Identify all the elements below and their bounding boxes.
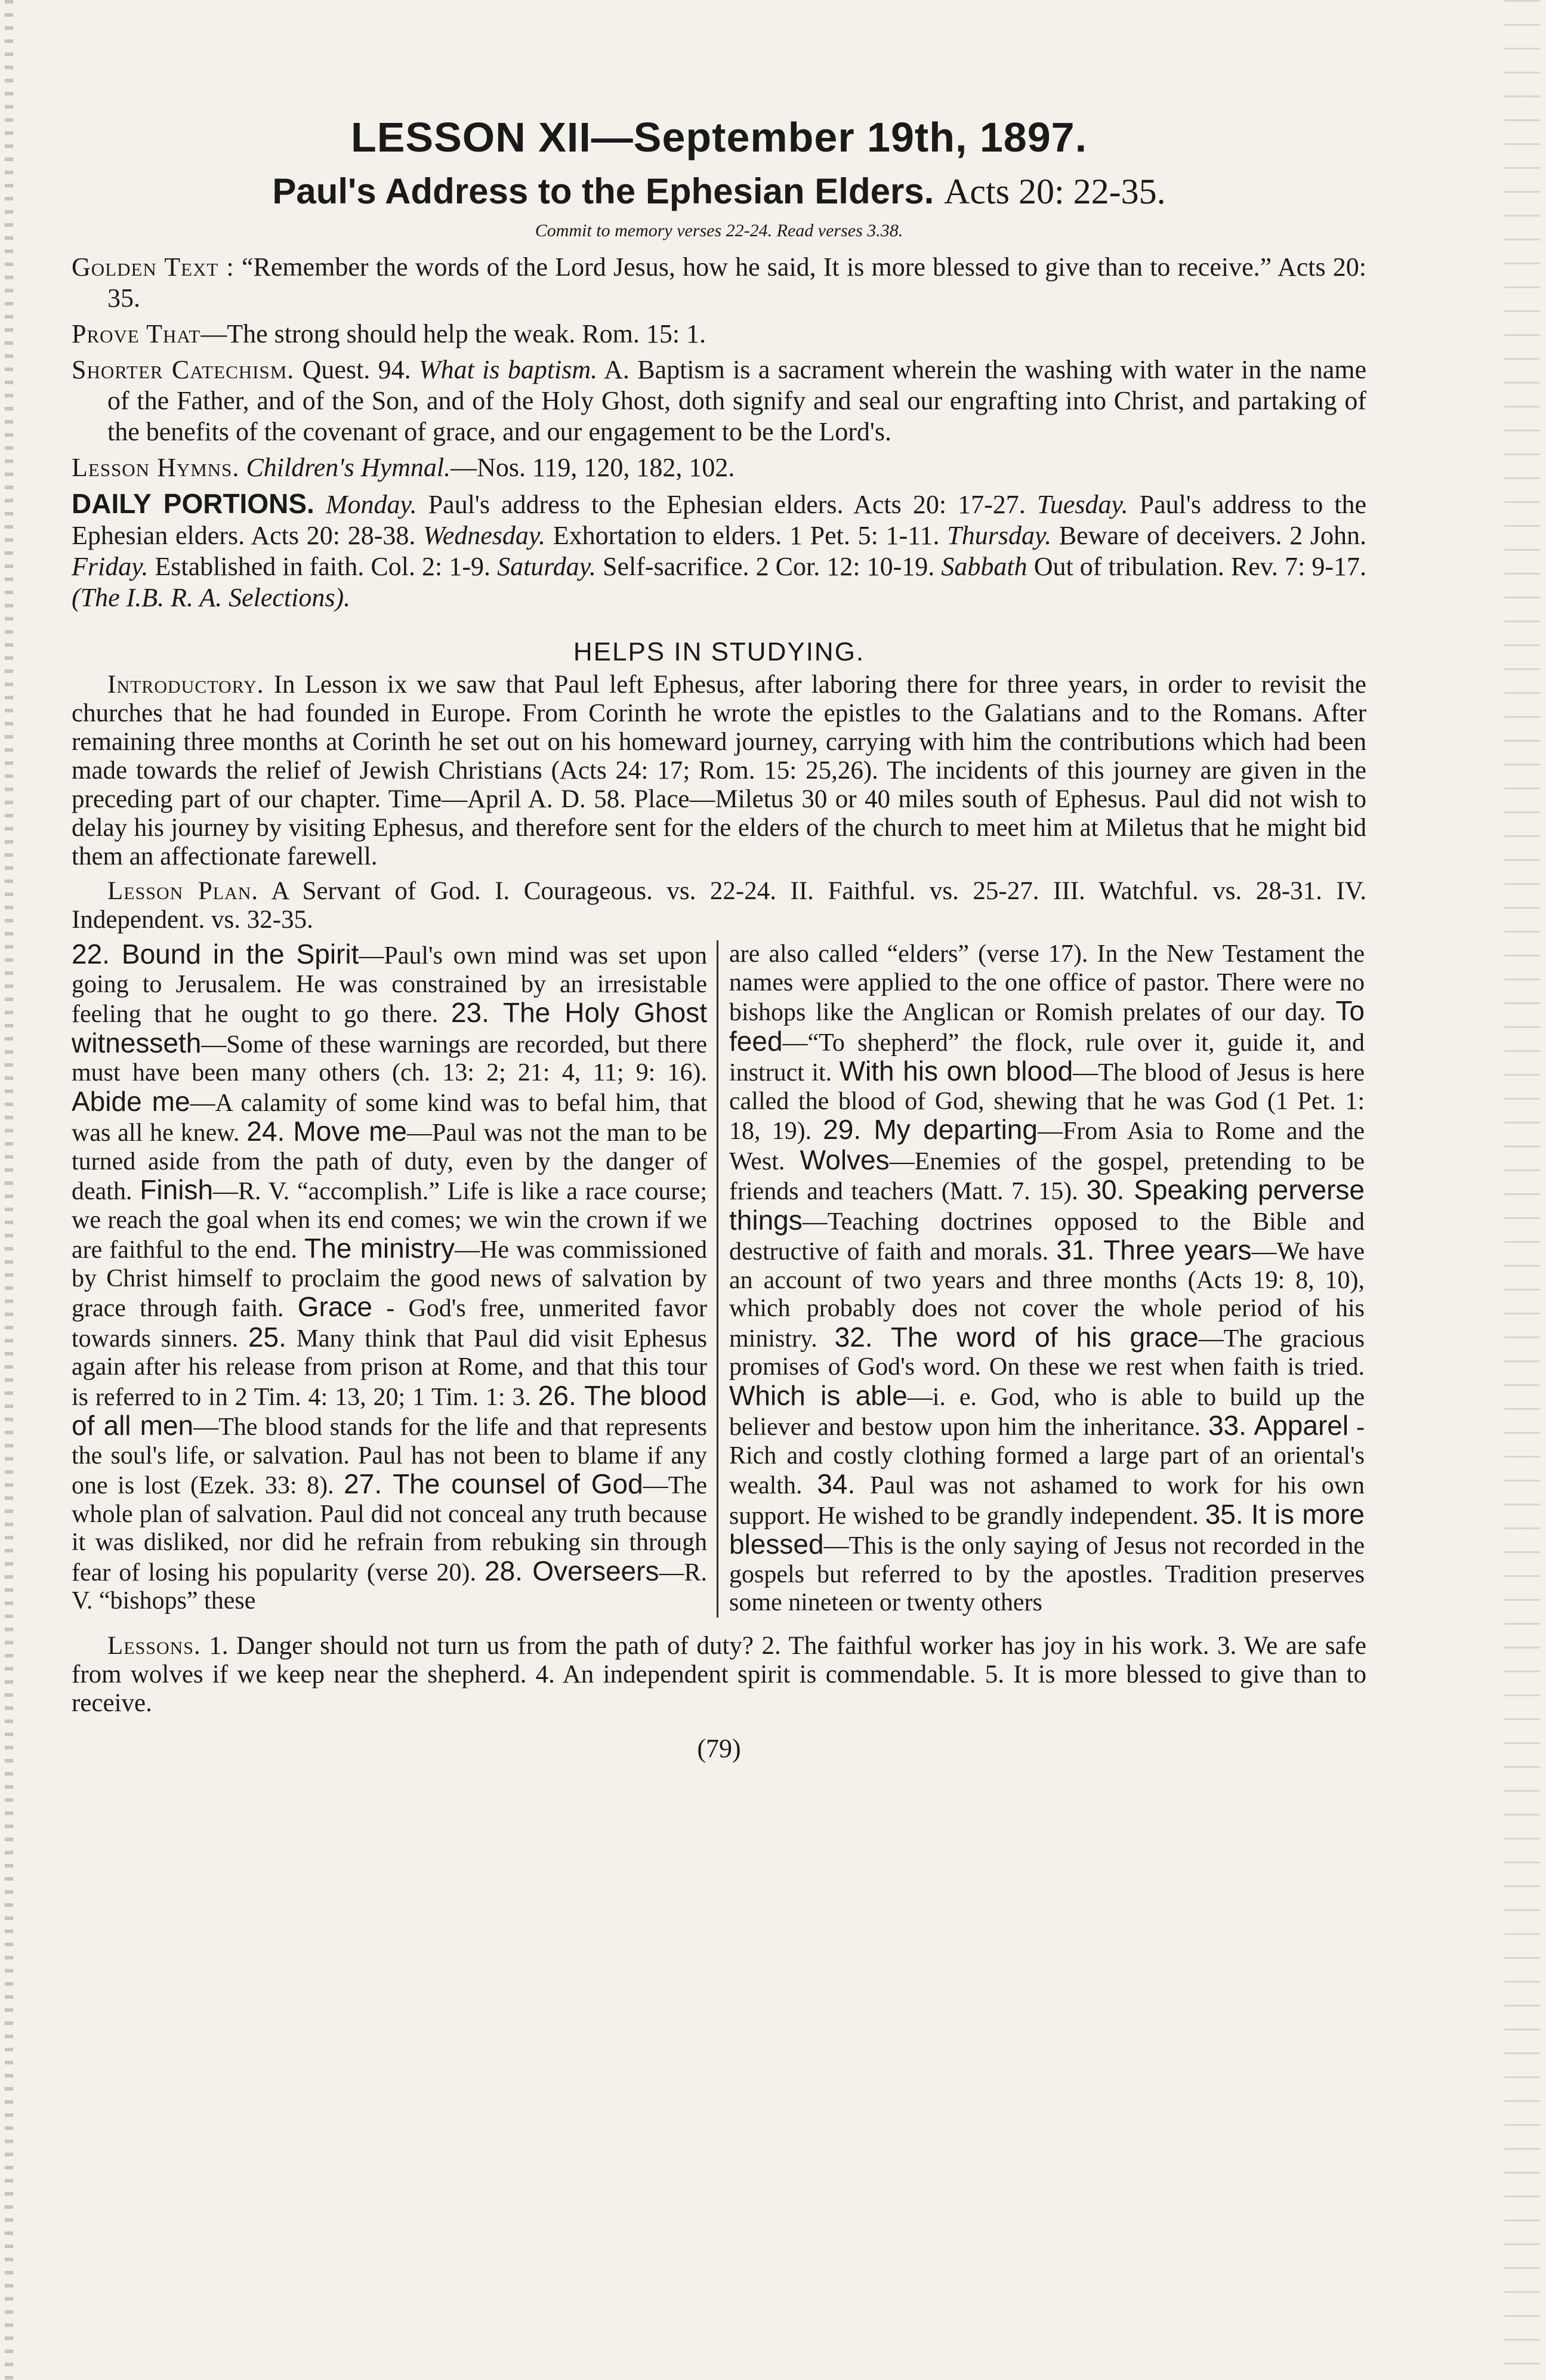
document-page: [72, 113, 1366, 2321]
note-heading: Wolves: [800, 1144, 890, 1175]
note-text: —This is the only saying of Jesus not recorded in the gospels but referred to by the apostles. Tradition preserves some nineteen or twenty others: [729, 1532, 1365, 1616]
catechism-quest: Quest. 94.: [302, 355, 411, 384]
note-text: —“To shepherd” the flock, rule over it, guide it, and instruct it.: [729, 1029, 1365, 1086]
prove-that-label: Prove That: [72, 319, 201, 348]
note-text: Many think that Paul did visit Ephesus again after his release from prison at Rome, and that this tour is referred to in 2 Tim. 4: 13, 20; 1 Tim. 1: 3.: [72, 1325, 707, 1411]
reading-wednesday: Exhortation to elders. 1 Pet. 5: 1-11.: [545, 521, 948, 550]
note-text: —The gracious promises of God's word. On these we rest when faith is tried.: [729, 1325, 1365, 1381]
reading-tuesday: Paul's address to the Ephesian elders. Acts 20: 28-38.: [72, 490, 1367, 550]
reading-friday: Established in faith. Col. 2: 1-9.: [148, 552, 498, 581]
subtitle-reference: Acts 20: 22-35.: [944, 172, 1166, 211]
lesson-plan-label: Lesson Plan.: [107, 877, 259, 905]
note-text: —R. V. “accomplish.” Life is like a race course; we reach the goal when its end comes; we win the crown if we are faithful to the end.: [72, 1178, 708, 1264]
note-heading: With his own blood: [839, 1055, 1073, 1086]
note-heading: To feed: [729, 995, 1365, 1057]
note-text: Paul was not ashamed to work for his own support. He wished to be grandly independent.: [729, 1472, 1365, 1530]
day-friday: Friday.: [72, 552, 149, 581]
note-heading: 35. It is more blessed: [729, 1498, 1365, 1560]
prove-that: [72, 319, 1366, 350]
day-monday: Monday.: [325, 490, 417, 519]
note-text: —Teaching doctrines opposed to the Bible and destructive of faith and morals.: [729, 1208, 1365, 1265]
page-edge-left: [5, 0, 13, 2380]
day-thursday: Thursday.: [947, 521, 1052, 550]
commit-line: Commit to memory verses 22-24. Read verses 3.38.: [535, 221, 903, 240]
day-saturday: Saturday.: [497, 552, 596, 581]
note-text: —R. V. “bishops” these: [72, 1558, 707, 1615]
lesson-hymns: [72, 452, 1366, 483]
lesson-plan: [72, 877, 1366, 934]
reading-thursday: Beware of deceivers. 2 John.: [1051, 521, 1366, 550]
helps-heading: HELPS IN STUDYING.: [573, 637, 865, 666]
golden-text: [72, 252, 1366, 314]
prove-that-body: —The strong should help the weak. Rom. 15: 1.: [200, 319, 706, 348]
page-number: (79): [697, 1733, 741, 1763]
note-text: —Paul's own mind was set upon going to Jerusalem. He was constrained by an irresistable feeling that he ought to go there.: [72, 942, 707, 1028]
daily-source: (The I.B. R. A. Selections).: [72, 583, 351, 612]
lesson-title: LESSON XII—September 19th, 1897.: [350, 114, 1088, 160]
note-heading: 26. The blood of all men: [72, 1379, 707, 1441]
catechism-label: Shorter Catechism.: [72, 355, 295, 384]
lesson-plan-text: A Servant of God. I. Courageous. vs. 22-24. II. Faithful. vs. 25-27. III. Watchful. vs. 28-31. IV. Independent. vs. 32-35.: [72, 877, 1366, 934]
notes-left-column: [72, 940, 718, 1617]
note-heading: 31. Three years: [1056, 1234, 1252, 1265]
note-heading: 32. The word of his grace: [834, 1321, 1199, 1353]
notes-columns: [72, 940, 1366, 1617]
note-heading: Finish: [140, 1174, 214, 1205]
subtitle-text: Paul's Address to the Ephesian Elders.: [272, 171, 934, 211]
note-heading: 29. My departing: [823, 1114, 1038, 1145]
hymns-label: Lesson Hymns.: [72, 453, 240, 482]
notes-right-column: [718, 940, 1365, 1617]
note-text: —The blood stands for the life and that represents the soul's life, or salvation. Paul has not been to blame if any one is lost (Ezek. 33: 8).: [72, 1413, 707, 1499]
note-text: —Some of these warnings are recorded, but there must have been many others (ch. 13: 2; 21: 4, 11; 9: 16).: [72, 1030, 707, 1086]
note-text: —From Asia to Rome and the West.: [729, 1118, 1365, 1175]
note-text: - Rich and costly clothing formed a large part of an oriental's wealth.: [729, 1413, 1365, 1499]
reading-sabbath: Out of tribulation. Rev. 7: 9-17.: [1027, 552, 1366, 581]
page-edge-right: [1504, 0, 1540, 2380]
catechism-answer: A. Baptism is a sacrament wherein the washing with water in the name of the Father, and of the Son, and of the Holy Ghost, doth signify and seal our engrafting into Christ, and partaking of the benefits of the covenant of grace, and our engagement to be the Lord's.: [107, 355, 1367, 446]
note-text: are also called “elders” (verse 17). In the New Testament the names were applied to the one office of pastor. There were no bishops like the Anglican or Romish prelates of our day.: [729, 940, 1365, 1026]
reading-monday: Paul's address to the Ephesian elders. Acts 20: 17-27.: [416, 490, 1037, 519]
note-text: —The blood of Jesus is here called the blood of God, shewing that he was God (1 Pet. 1: 18, 19).: [729, 1059, 1365, 1145]
note-heading: 28. Overseers: [485, 1555, 659, 1586]
note-heading: 34.: [817, 1468, 856, 1499]
lessons-paragraph: [72, 1632, 1366, 1718]
note-text: —i. e. God, who is able to build up the believer and bestow upon him the inheritance.: [729, 1383, 1365, 1441]
note-heading: 30. Speaking perverse things: [729, 1174, 1365, 1236]
note-heading: Abide me: [72, 1085, 190, 1117]
note-heading: 27. The counsel of God: [344, 1468, 643, 1499]
note-heading: 24. Move me: [246, 1116, 407, 1147]
lesson-subtitle: [72, 171, 1366, 212]
note-text: —He was commissioned by Christ himself to proclaim the good news of salvation by grace through faith.: [72, 1236, 707, 1322]
lessons-label: Lessons.: [107, 1631, 201, 1660]
introductory-paragraph: [72, 671, 1366, 871]
note-heading: 23. The Holy Ghost witnesseth: [72, 997, 707, 1058]
introductory-text: In Lesson ix we saw that Paul left Ephesus, after laboring there for three years, in order to revisit the churches that he had founded in Europe. From Corinth he wrote the epistles to the Galatians and to the Romans. After remaining three months at Corinth he set out on his homeward journey, carrying with him the contributions which had been made towards the relief of Jewish Christians (Acts 24: 17; Rom. 15: 25,26). The incidents of this journey are given in the preceding part of our chapter. Time—April A. D. 58. Place—Miletus 30 or 40 miles south of Ephesus. Paul did not wish to delay his journey by visiting Ephesus, and therefore sent for the elders of the church to meet him at Miletus that he might bid them an affectionate farewell.: [72, 671, 1366, 870]
hymns-book: Children's Hymnal.: [246, 453, 451, 482]
daily-portions-heading: DAILY PORTIONS.: [72, 488, 314, 519]
introductory-label: Introductory.: [107, 671, 264, 699]
note-text: —A calamity of some kind was to befal him, that was all he knew.: [72, 1089, 707, 1147]
note-heading: The ministry: [304, 1233, 455, 1264]
shorter-catechism: [72, 354, 1366, 447]
note-text: —Enemies of the gospel, pretending to be friends and teachers (Matt. 7. 15).: [729, 1147, 1365, 1205]
lessons-text: 1. Danger should not turn us from the path of duty? 2. The faithful worker has joy in his work. 3. We are safe from wolves if we keep near the shepherd. 4. An independent spirit is commendable. 5. It is more blessed to give than to receive.: [72, 1631, 1366, 1717]
note-text: —Paul was not the man to be turned aside from the path of duty, even by the danger of death.: [72, 1119, 707, 1205]
hymns-numbers: —Nos. 119, 120, 182, 102.: [450, 453, 735, 482]
note-text: —The whole plan of salvation. Paul did not conceal any truth because it was disliked, nor did he refrain from rebuking sin through fear of losing his popularity (verse 20).: [72, 1472, 707, 1586]
golden-text-body: “Remember the words of the Lord Jesus, how he said, It is more blessed to give than to receive.” Acts 20: 35.: [107, 252, 1366, 313]
catechism-question: What is baptism.: [418, 355, 598, 384]
note-heading: 33. Apparel: [1208, 1410, 1349, 1441]
daily-portions: [72, 488, 1366, 613]
reading-saturday: Self-sacrifice. 2 Cor. 12: 10-19.: [595, 552, 942, 581]
note-heading: 22. Bound in the Spirit: [72, 939, 359, 970]
note-heading: Which is able: [729, 1379, 908, 1411]
day-sabbath: Sabbath: [941, 552, 1027, 581]
golden-text-label: Golden Text :: [72, 252, 234, 282]
note-text: - God's free, unmerited favor towards sinners.: [72, 1295, 707, 1353]
note-text: —We have an account of two years and three months (Acts 19: 8, 10), which probably does not cover the whole period of his ministry.: [729, 1238, 1365, 1353]
note-heading: 25.: [248, 1321, 286, 1353]
day-wednesday: Wednesday.: [423, 521, 545, 550]
day-tuesday: Tuesday.: [1036, 490, 1128, 519]
note-heading: Grace: [297, 1291, 372, 1322]
